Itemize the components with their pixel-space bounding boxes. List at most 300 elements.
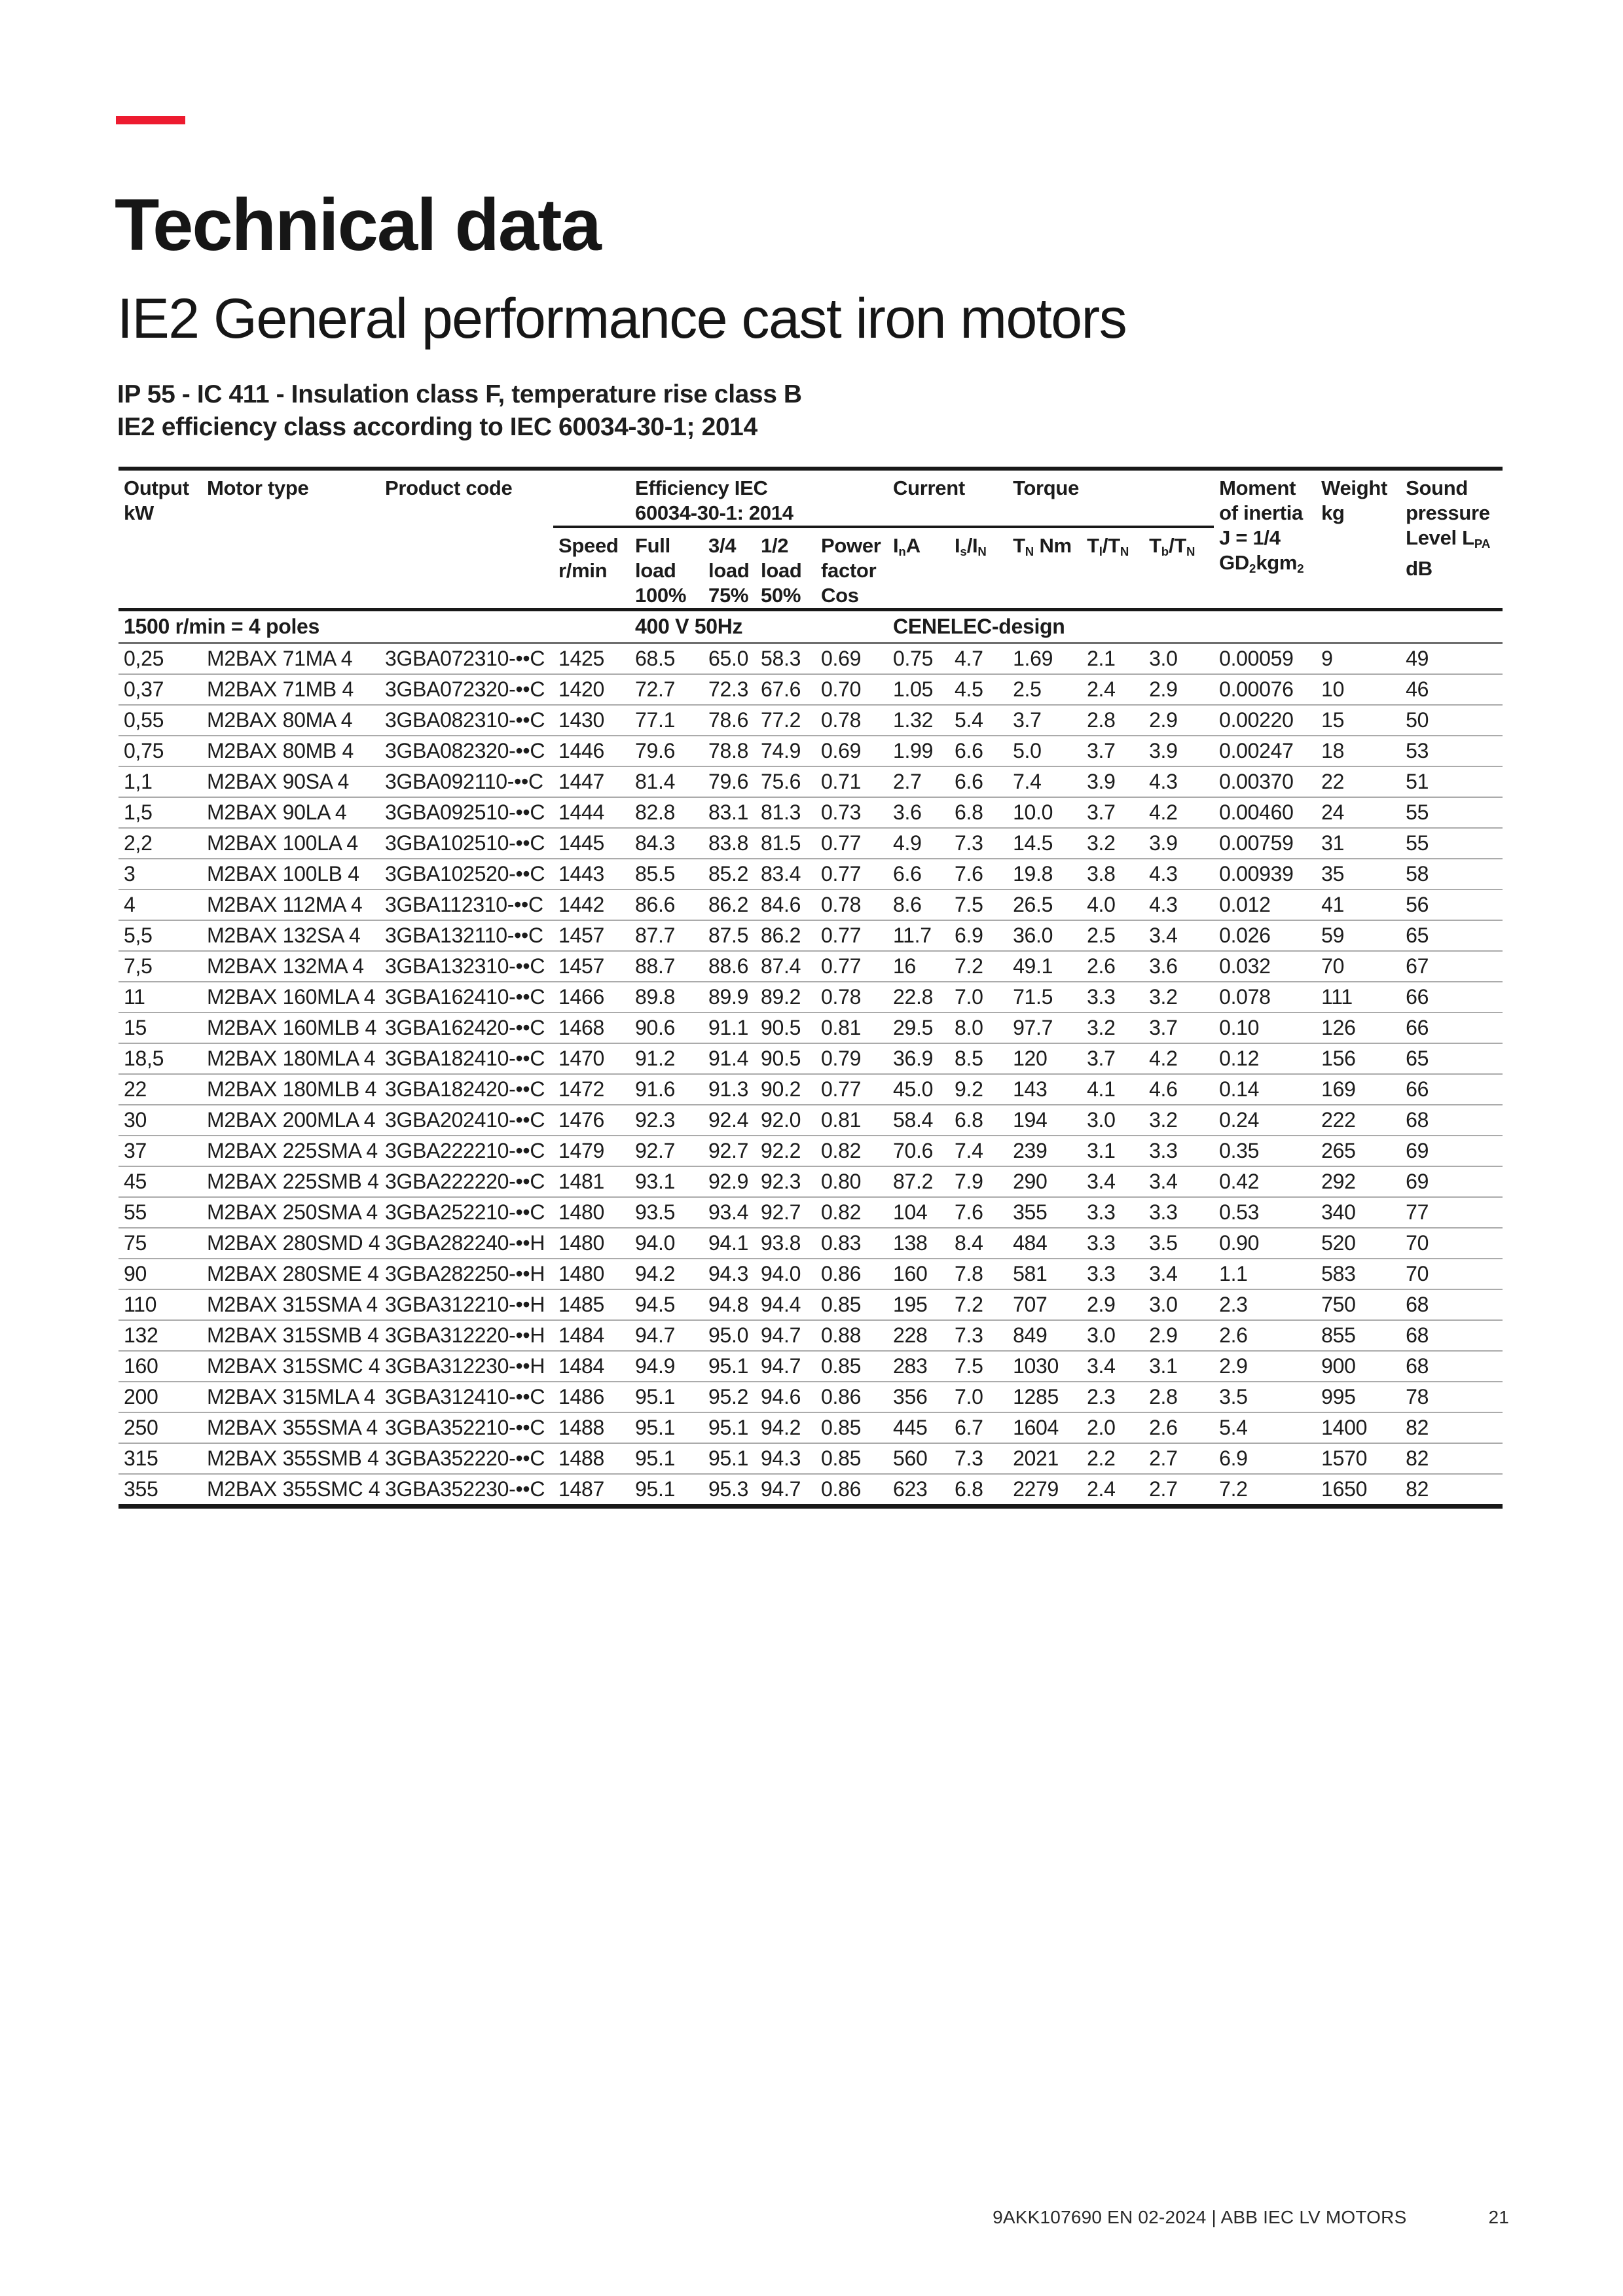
cell-eff-half-load: 74.9 bbox=[756, 736, 816, 766]
cell-power-factor: 0.85 bbox=[816, 1289, 888, 1320]
cell-eff-full-load: 68.5 bbox=[630, 643, 703, 675]
cell-breakdown-torque-ratio: 3.2 bbox=[1144, 982, 1214, 1013]
cell-breakdown-torque-ratio: 4.3 bbox=[1144, 859, 1214, 889]
cell-moment-of-inertia: 7.2 bbox=[1214, 1474, 1316, 1507]
cell-eff-three-quarter: 92.7 bbox=[703, 1136, 756, 1166]
cell-rated-torque: 10.0 bbox=[1008, 797, 1082, 828]
cell-weight: 70 bbox=[1316, 951, 1400, 982]
cell-eff-three-quarter: 91.4 bbox=[703, 1043, 756, 1074]
cell-locked-rotor-torque-ratio: 2.8 bbox=[1082, 705, 1144, 736]
cell-output-kw: 132 bbox=[119, 1320, 202, 1351]
cell-sound-pressure: 69 bbox=[1400, 1166, 1503, 1197]
table-row bbox=[119, 705, 1503, 736]
cell-output-kw: 30 bbox=[119, 1105, 202, 1136]
cell-speed: 1488 bbox=[553, 1443, 630, 1474]
table-row bbox=[119, 1320, 1503, 1351]
table-row bbox=[119, 736, 1503, 766]
cell-power-factor: 0.80 bbox=[816, 1166, 888, 1197]
cell-rated-current: 4.9 bbox=[888, 828, 949, 859]
cell-starting-current-ratio: 4.5 bbox=[949, 674, 1008, 705]
col-header-locked-rotor-torque-ratio: $T_l/T_N$ bbox=[1082, 527, 1144, 610]
cell-eff-half-load: 92.7 bbox=[756, 1197, 816, 1228]
table-row bbox=[119, 766, 1503, 797]
cell-rated-torque: 49.1 bbox=[1008, 951, 1082, 982]
cell-eff-half-load: 92.3 bbox=[756, 1166, 816, 1197]
cell-eff-half-load: 81.3 bbox=[756, 797, 816, 828]
cell-locked-rotor-torque-ratio: 2.4 bbox=[1082, 1474, 1144, 1507]
cell-eff-half-load: 94.7 bbox=[756, 1320, 816, 1351]
cell-locked-rotor-torque-ratio: 4.1 bbox=[1082, 1074, 1144, 1105]
cell-starting-current-ratio: 7.0 bbox=[949, 1382, 1008, 1412]
cell-eff-half-load: 94.2 bbox=[756, 1412, 816, 1443]
cell-moment-of-inertia: 3.5 bbox=[1214, 1382, 1316, 1412]
cell-rated-torque: 26.5 bbox=[1008, 889, 1082, 920]
table-row bbox=[119, 674, 1503, 705]
cell-output-kw: 1,5 bbox=[119, 797, 202, 828]
cell-locked-rotor-torque-ratio: 3.7 bbox=[1082, 797, 1144, 828]
cell-motor-type: M2BAX 355SMA 4 bbox=[202, 1412, 380, 1443]
cell-eff-three-quarter: 91.3 bbox=[703, 1074, 756, 1105]
cell-eff-full-load: 91.6 bbox=[630, 1074, 703, 1105]
cell-power-factor: 0.85 bbox=[816, 1443, 888, 1474]
cell-starting-current-ratio: 7.6 bbox=[949, 859, 1008, 889]
cell-moment-of-inertia: 0.00759 bbox=[1214, 828, 1316, 859]
cell-eff-three-quarter: 91.1 bbox=[703, 1013, 756, 1043]
cell-power-factor: 0.86 bbox=[816, 1382, 888, 1412]
cell-breakdown-torque-ratio: 2.7 bbox=[1144, 1443, 1214, 1474]
cell-weight: 24 bbox=[1316, 797, 1400, 828]
cell-weight: 10 bbox=[1316, 674, 1400, 705]
cell-rated-torque: 5.0 bbox=[1008, 736, 1082, 766]
intro-line-2: IE2 efficiency class according to IEC 60034-30-1; 2014 bbox=[117, 413, 757, 441]
cell-speed: 1486 bbox=[553, 1382, 630, 1412]
cell-product-code: 3GBA312230-••H bbox=[380, 1351, 553, 1382]
cell-motor-type: M2BAX 160MLB 4 bbox=[202, 1013, 380, 1043]
cell-rated-current: 104 bbox=[888, 1197, 949, 1228]
cell-rated-current: 8.6 bbox=[888, 889, 949, 920]
cell-weight: 126 bbox=[1316, 1013, 1400, 1043]
cell-rated-torque: 707 bbox=[1008, 1289, 1082, 1320]
table-row bbox=[119, 1474, 1503, 1507]
cell-weight: 18 bbox=[1316, 736, 1400, 766]
cell-motor-type: M2BAX 71MA 4 bbox=[202, 643, 380, 675]
cell-rated-current: 70.6 bbox=[888, 1136, 949, 1166]
cell-eff-three-quarter: 94.1 bbox=[703, 1228, 756, 1259]
cell-eff-full-load: 82.8 bbox=[630, 797, 703, 828]
cell-power-factor: 0.85 bbox=[816, 1412, 888, 1443]
cell-power-factor: 0.77 bbox=[816, 920, 888, 951]
page-subtitle: IE2 General performance cast iron motors bbox=[117, 287, 1127, 351]
cell-sound-pressure: 70 bbox=[1400, 1228, 1503, 1259]
cell-power-factor: 0.82 bbox=[816, 1136, 888, 1166]
cell-output-kw: 37 bbox=[119, 1136, 202, 1166]
cell-power-factor: 0.69 bbox=[816, 643, 888, 675]
cell-output-kw: 355 bbox=[119, 1474, 202, 1507]
cell-product-code: 3GBA162410-••C bbox=[380, 982, 553, 1013]
cell-weight: 35 bbox=[1316, 859, 1400, 889]
cell-locked-rotor-torque-ratio: 3.0 bbox=[1082, 1320, 1144, 1351]
cell-locked-rotor-torque-ratio: 2.6 bbox=[1082, 951, 1144, 982]
cell-speed: 1457 bbox=[553, 951, 630, 982]
cell-breakdown-torque-ratio: 4.3 bbox=[1144, 766, 1214, 797]
cell-starting-current-ratio: 4.7 bbox=[949, 643, 1008, 675]
cell-eff-half-load: 67.6 bbox=[756, 674, 816, 705]
cell-rated-current: 560 bbox=[888, 1443, 949, 1474]
cell-eff-half-load: 58.3 bbox=[756, 643, 816, 675]
cell-eff-three-quarter: 78.8 bbox=[703, 736, 756, 766]
cell-motor-type: M2BAX 71MB 4 bbox=[202, 674, 380, 705]
table-row bbox=[119, 1074, 1503, 1105]
cell-eff-half-load: 84.6 bbox=[756, 889, 816, 920]
section-voltage: 400 V 50Hz bbox=[553, 610, 888, 643]
cell-starting-current-ratio: 7.6 bbox=[949, 1197, 1008, 1228]
cell-eff-three-quarter: 85.2 bbox=[703, 859, 756, 889]
cell-breakdown-torque-ratio: 3.3 bbox=[1144, 1136, 1214, 1166]
cell-eff-full-load: 94.9 bbox=[630, 1351, 703, 1382]
cell-locked-rotor-torque-ratio: 3.9 bbox=[1082, 766, 1144, 797]
cell-weight: 169 bbox=[1316, 1074, 1400, 1105]
col-header-motor-type: Motor type bbox=[202, 469, 380, 610]
cell-rated-torque: 194 bbox=[1008, 1105, 1082, 1136]
cell-power-factor: 0.77 bbox=[816, 951, 888, 982]
cell-motor-type: M2BAX 80MA 4 bbox=[202, 705, 380, 736]
table-row bbox=[119, 920, 1503, 951]
cell-speed: 1425 bbox=[553, 643, 630, 675]
cell-moment-of-inertia: 0.032 bbox=[1214, 951, 1316, 982]
cell-output-kw: 18,5 bbox=[119, 1043, 202, 1074]
col-header-sound-pressure: Sound pressure Level $L_{PA}$ dB bbox=[1400, 469, 1503, 610]
cell-rated-current: 195 bbox=[888, 1289, 949, 1320]
cell-motor-type: M2BAX 250SMA 4 bbox=[202, 1197, 380, 1228]
col-header-speed: Speed r/min bbox=[553, 527, 630, 610]
cell-eff-three-quarter: 87.5 bbox=[703, 920, 756, 951]
cell-eff-three-quarter: 95.1 bbox=[703, 1443, 756, 1474]
cell-motor-type: M2BAX 180MLB 4 bbox=[202, 1074, 380, 1105]
cell-speed: 1468 bbox=[553, 1013, 630, 1043]
cell-motor-type: M2BAX 112MA 4 bbox=[202, 889, 380, 920]
intro-line-1: IP 55 - IC 411 - Insulation class F, temperature rise class B bbox=[117, 380, 802, 408]
cell-eff-three-quarter: 89.9 bbox=[703, 982, 756, 1013]
cell-locked-rotor-torque-ratio: 3.7 bbox=[1082, 736, 1144, 766]
cell-rated-current: 87.2 bbox=[888, 1166, 949, 1197]
cell-sound-pressure: 51 bbox=[1400, 766, 1503, 797]
cell-motor-type: M2BAX 132SA 4 bbox=[202, 920, 380, 951]
cell-product-code: 3GBA092110-••C bbox=[380, 766, 553, 797]
cell-moment-of-inertia: 1.1 bbox=[1214, 1259, 1316, 1289]
cell-eff-three-quarter: 72.3 bbox=[703, 674, 756, 705]
cell-output-kw: 0,55 bbox=[119, 705, 202, 736]
page-title: Technical data bbox=[115, 184, 600, 266]
group-header-torque: Torque bbox=[1008, 469, 1214, 527]
cell-rated-current: 1.99 bbox=[888, 736, 949, 766]
table-row bbox=[119, 951, 1503, 982]
cell-product-code: 3GBA282250-••H bbox=[380, 1259, 553, 1289]
cell-eff-three-quarter: 92.4 bbox=[703, 1105, 756, 1136]
cell-eff-full-load: 86.6 bbox=[630, 889, 703, 920]
cell-eff-half-load: 90.2 bbox=[756, 1074, 816, 1105]
cell-speed: 1480 bbox=[553, 1228, 630, 1259]
cell-locked-rotor-torque-ratio: 3.3 bbox=[1082, 1228, 1144, 1259]
cell-weight: 292 bbox=[1316, 1166, 1400, 1197]
cell-speed: 1487 bbox=[553, 1474, 630, 1507]
cell-breakdown-torque-ratio: 3.9 bbox=[1144, 736, 1214, 766]
cell-motor-type: M2BAX 100LA 4 bbox=[202, 828, 380, 859]
cell-output-kw: 160 bbox=[119, 1351, 202, 1382]
cell-locked-rotor-torque-ratio: 4.0 bbox=[1082, 889, 1144, 920]
cell-product-code: 3GBA312220-••H bbox=[380, 1320, 553, 1351]
cell-motor-type: M2BAX 315MLA 4 bbox=[202, 1382, 380, 1412]
col-header-power-factor: Power factor Cos bbox=[816, 527, 888, 610]
page-footer bbox=[119, 2207, 1509, 2228]
cell-product-code: 3GBA182420-••C bbox=[380, 1074, 553, 1105]
cell-rated-current: 6.6 bbox=[888, 859, 949, 889]
cell-locked-rotor-torque-ratio: 2.1 bbox=[1082, 643, 1144, 675]
cell-product-code: 3GBA182410-••C bbox=[380, 1043, 553, 1074]
cell-starting-current-ratio: 7.2 bbox=[949, 1289, 1008, 1320]
cell-output-kw: 0,37 bbox=[119, 674, 202, 705]
cell-breakdown-torque-ratio: 2.7 bbox=[1144, 1474, 1214, 1507]
cell-motor-type: M2BAX 280SMD 4 bbox=[202, 1228, 380, 1259]
cell-breakdown-torque-ratio: 3.4 bbox=[1144, 1166, 1214, 1197]
cell-eff-three-quarter: 95.3 bbox=[703, 1474, 756, 1507]
intro-text bbox=[117, 378, 802, 444]
cell-product-code: 3GBA162420-••C bbox=[380, 1013, 553, 1043]
cell-rated-torque: 97.7 bbox=[1008, 1013, 1082, 1043]
cell-eff-half-load: 93.8 bbox=[756, 1228, 816, 1259]
cell-eff-half-load: 94.3 bbox=[756, 1443, 816, 1474]
table-row bbox=[119, 1043, 1503, 1074]
cell-breakdown-torque-ratio: 3.2 bbox=[1144, 1105, 1214, 1136]
section-row bbox=[119, 610, 1503, 643]
cell-weight: 9 bbox=[1316, 643, 1400, 675]
cell-product-code: 3GBA352210-••C bbox=[380, 1412, 553, 1443]
section-design: CENELEC-design bbox=[888, 610, 1214, 643]
cell-eff-full-load: 88.7 bbox=[630, 951, 703, 982]
cell-rated-current: 29.5 bbox=[888, 1013, 949, 1043]
cell-product-code: 3GBA252210-••C bbox=[380, 1197, 553, 1228]
cell-output-kw: 0,75 bbox=[119, 736, 202, 766]
table-row bbox=[119, 1382, 1503, 1412]
cell-breakdown-torque-ratio: 3.0 bbox=[1144, 1289, 1214, 1320]
cell-moment-of-inertia: 0.00059 bbox=[1214, 643, 1316, 675]
cell-speed: 1443 bbox=[553, 859, 630, 889]
cell-motor-type: M2BAX 355SMB 4 bbox=[202, 1443, 380, 1474]
cell-moment-of-inertia: 2.6 bbox=[1214, 1320, 1316, 1351]
col-header-weight-kg: Weight kg bbox=[1316, 469, 1400, 610]
cell-eff-full-load: 77.1 bbox=[630, 705, 703, 736]
cell-starting-current-ratio: 8.4 bbox=[949, 1228, 1008, 1259]
cell-eff-half-load: 87.4 bbox=[756, 951, 816, 982]
cell-locked-rotor-torque-ratio: 3.3 bbox=[1082, 1259, 1144, 1289]
cell-sound-pressure: 55 bbox=[1400, 797, 1503, 828]
cell-motor-type: M2BAX 132MA 4 bbox=[202, 951, 380, 982]
cell-motor-type: M2BAX 225SMB 4 bbox=[202, 1166, 380, 1197]
cell-product-code: 3GBA102510-••C bbox=[380, 828, 553, 859]
cell-eff-full-load: 90.6 bbox=[630, 1013, 703, 1043]
cell-eff-three-quarter: 93.4 bbox=[703, 1197, 756, 1228]
cell-product-code: 3GBA132110-••C bbox=[380, 920, 553, 951]
cell-eff-full-load: 92.7 bbox=[630, 1136, 703, 1166]
cell-sound-pressure: 66 bbox=[1400, 1013, 1503, 1043]
cell-eff-full-load: 95.1 bbox=[630, 1443, 703, 1474]
cell-speed: 1488 bbox=[553, 1412, 630, 1443]
cell-eff-full-load: 94.5 bbox=[630, 1289, 703, 1320]
cell-locked-rotor-torque-ratio: 2.5 bbox=[1082, 920, 1144, 951]
cell-starting-current-ratio: 7.0 bbox=[949, 982, 1008, 1013]
cell-starting-current-ratio: 6.8 bbox=[949, 797, 1008, 828]
cell-weight: 15 bbox=[1316, 705, 1400, 736]
cell-power-factor: 0.77 bbox=[816, 828, 888, 859]
cell-locked-rotor-torque-ratio: 3.3 bbox=[1082, 982, 1144, 1013]
cell-starting-current-ratio: 6.7 bbox=[949, 1412, 1008, 1443]
cell-power-factor: 0.77 bbox=[816, 859, 888, 889]
cell-breakdown-torque-ratio: 3.5 bbox=[1144, 1228, 1214, 1259]
cell-breakdown-torque-ratio: 4.3 bbox=[1144, 889, 1214, 920]
cell-eff-full-load: 94.0 bbox=[630, 1228, 703, 1259]
cell-rated-torque: 290 bbox=[1008, 1166, 1082, 1197]
cell-weight: 1400 bbox=[1316, 1412, 1400, 1443]
cell-starting-current-ratio: 7.3 bbox=[949, 828, 1008, 859]
table-row bbox=[119, 1259, 1503, 1289]
cell-sound-pressure: 78 bbox=[1400, 1382, 1503, 1412]
cell-motor-type: M2BAX 100LB 4 bbox=[202, 859, 380, 889]
cell-eff-half-load: 90.5 bbox=[756, 1043, 816, 1074]
cell-product-code: 3GBA312210-••H bbox=[380, 1289, 553, 1320]
cell-eff-full-load: 93.5 bbox=[630, 1197, 703, 1228]
cell-breakdown-torque-ratio: 2.9 bbox=[1144, 674, 1214, 705]
cell-starting-current-ratio: 7.3 bbox=[949, 1320, 1008, 1351]
col-header-breakdown-torque-ratio: $T_b/T_N$ bbox=[1144, 527, 1214, 610]
cell-eff-three-quarter: 95.2 bbox=[703, 1382, 756, 1412]
cell-product-code: 3GBA102520-••C bbox=[380, 859, 553, 889]
cell-output-kw: 4 bbox=[119, 889, 202, 920]
cell-moment-of-inertia: 0.10 bbox=[1214, 1013, 1316, 1043]
cell-motor-type: M2BAX 355SMC 4 bbox=[202, 1474, 380, 1507]
cell-power-factor: 0.77 bbox=[816, 1074, 888, 1105]
section-poles: 1500 r/min = 4 poles bbox=[119, 610, 553, 643]
cell-breakdown-torque-ratio: 3.7 bbox=[1144, 1013, 1214, 1043]
cell-sound-pressure: 77 bbox=[1400, 1197, 1503, 1228]
cell-sound-pressure: 50 bbox=[1400, 705, 1503, 736]
cell-weight: 41 bbox=[1316, 889, 1400, 920]
cell-starting-current-ratio: 7.4 bbox=[949, 1136, 1008, 1166]
cell-breakdown-torque-ratio: 2.9 bbox=[1144, 1320, 1214, 1351]
cell-moment-of-inertia: 2.3 bbox=[1214, 1289, 1316, 1320]
cell-speed: 1466 bbox=[553, 982, 630, 1013]
cell-eff-three-quarter: 94.8 bbox=[703, 1289, 756, 1320]
cell-eff-half-load: 94.6 bbox=[756, 1382, 816, 1412]
cell-rated-torque: 1.69 bbox=[1008, 643, 1082, 675]
cell-locked-rotor-torque-ratio: 3.2 bbox=[1082, 828, 1144, 859]
cell-output-kw: 75 bbox=[119, 1228, 202, 1259]
cell-rated-current: 1.05 bbox=[888, 674, 949, 705]
cell-eff-half-load: 94.7 bbox=[756, 1351, 816, 1382]
cell-starting-current-ratio: 7.9 bbox=[949, 1166, 1008, 1197]
cell-rated-torque: 14.5 bbox=[1008, 828, 1082, 859]
cell-eff-full-load: 94.7 bbox=[630, 1320, 703, 1351]
cell-eff-three-quarter: 88.6 bbox=[703, 951, 756, 982]
cell-output-kw: 11 bbox=[119, 982, 202, 1013]
cell-rated-current: 22.8 bbox=[888, 982, 949, 1013]
cell-breakdown-torque-ratio: 4.2 bbox=[1144, 797, 1214, 828]
cell-starting-current-ratio: 6.6 bbox=[949, 736, 1008, 766]
cell-weight: 900 bbox=[1316, 1351, 1400, 1382]
cell-moment-of-inertia: 0.00076 bbox=[1214, 674, 1316, 705]
motor-data-table bbox=[119, 467, 1503, 1509]
cell-product-code: 3GBA132310-••C bbox=[380, 951, 553, 982]
cell-rated-torque: 120 bbox=[1008, 1043, 1082, 1074]
cell-output-kw: 110 bbox=[119, 1289, 202, 1320]
cell-product-code: 3GBA092510-••C bbox=[380, 797, 553, 828]
cell-moment-of-inertia: 0.14 bbox=[1214, 1074, 1316, 1105]
cell-motor-type: M2BAX 80MB 4 bbox=[202, 736, 380, 766]
cell-rated-current: 36.9 bbox=[888, 1043, 949, 1074]
cell-eff-three-quarter: 86.2 bbox=[703, 889, 756, 920]
cell-speed: 1479 bbox=[553, 1136, 630, 1166]
cell-starting-current-ratio: 6.8 bbox=[949, 1105, 1008, 1136]
cell-rated-current: 11.7 bbox=[888, 920, 949, 951]
cell-starting-current-ratio: 6.6 bbox=[949, 766, 1008, 797]
cell-rated-current: 228 bbox=[888, 1320, 949, 1351]
cell-sound-pressure: 58 bbox=[1400, 859, 1503, 889]
table-row bbox=[119, 1443, 1503, 1474]
table-row bbox=[119, 643, 1503, 675]
cell-starting-current-ratio: 7.3 bbox=[949, 1443, 1008, 1474]
cell-eff-half-load: 81.5 bbox=[756, 828, 816, 859]
cell-motor-type: M2BAX 160MLA 4 bbox=[202, 982, 380, 1013]
cell-motor-type: M2BAX 280SME 4 bbox=[202, 1259, 380, 1289]
cell-speed: 1472 bbox=[553, 1074, 630, 1105]
cell-power-factor: 0.78 bbox=[816, 982, 888, 1013]
table-body bbox=[119, 643, 1503, 1507]
group-header-current: Current bbox=[888, 469, 1008, 527]
cell-breakdown-torque-ratio: 3.0 bbox=[1144, 643, 1214, 675]
table-row bbox=[119, 1412, 1503, 1443]
cell-rated-torque: 1030 bbox=[1008, 1351, 1082, 1382]
cell-rated-torque: 2.5 bbox=[1008, 674, 1082, 705]
cell-eff-three-quarter: 95.1 bbox=[703, 1412, 756, 1443]
col-header-product-code: Product code bbox=[380, 469, 553, 610]
cell-eff-full-load: 95.1 bbox=[630, 1412, 703, 1443]
cell-moment-of-inertia: 0.012 bbox=[1214, 889, 1316, 920]
cell-rated-torque: 2021 bbox=[1008, 1443, 1082, 1474]
cell-sound-pressure: 49 bbox=[1400, 643, 1503, 675]
cell-moment-of-inertia: 0.90 bbox=[1214, 1228, 1316, 1259]
cell-rated-current: 1.32 bbox=[888, 705, 949, 736]
cell-eff-three-quarter: 78.6 bbox=[703, 705, 756, 736]
cell-motor-type: M2BAX 90LA 4 bbox=[202, 797, 380, 828]
col-header-rated-current: $I_nA$ bbox=[888, 527, 949, 610]
cell-locked-rotor-torque-ratio: 2.3 bbox=[1082, 1382, 1144, 1412]
table-row bbox=[119, 1197, 1503, 1228]
cell-starting-current-ratio: 7.2 bbox=[949, 951, 1008, 982]
cell-locked-rotor-torque-ratio: 2.9 bbox=[1082, 1289, 1144, 1320]
cell-moment-of-inertia: 0.24 bbox=[1214, 1105, 1316, 1136]
cell-breakdown-torque-ratio: 3.6 bbox=[1144, 951, 1214, 982]
cell-speed: 1484 bbox=[553, 1320, 630, 1351]
cell-speed: 1484 bbox=[553, 1351, 630, 1382]
cell-speed: 1480 bbox=[553, 1197, 630, 1228]
cell-eff-half-load: 86.2 bbox=[756, 920, 816, 951]
cell-rated-torque: 484 bbox=[1008, 1228, 1082, 1259]
cell-output-kw: 15 bbox=[119, 1013, 202, 1043]
cell-power-factor: 0.88 bbox=[816, 1320, 888, 1351]
cell-power-factor: 0.81 bbox=[816, 1013, 888, 1043]
col-header-starting-current-ratio: $I_s/I_N$ bbox=[949, 527, 1008, 610]
cell-output-kw: 315 bbox=[119, 1443, 202, 1474]
cell-weight: 265 bbox=[1316, 1136, 1400, 1166]
cell-sound-pressure: 70 bbox=[1400, 1259, 1503, 1289]
